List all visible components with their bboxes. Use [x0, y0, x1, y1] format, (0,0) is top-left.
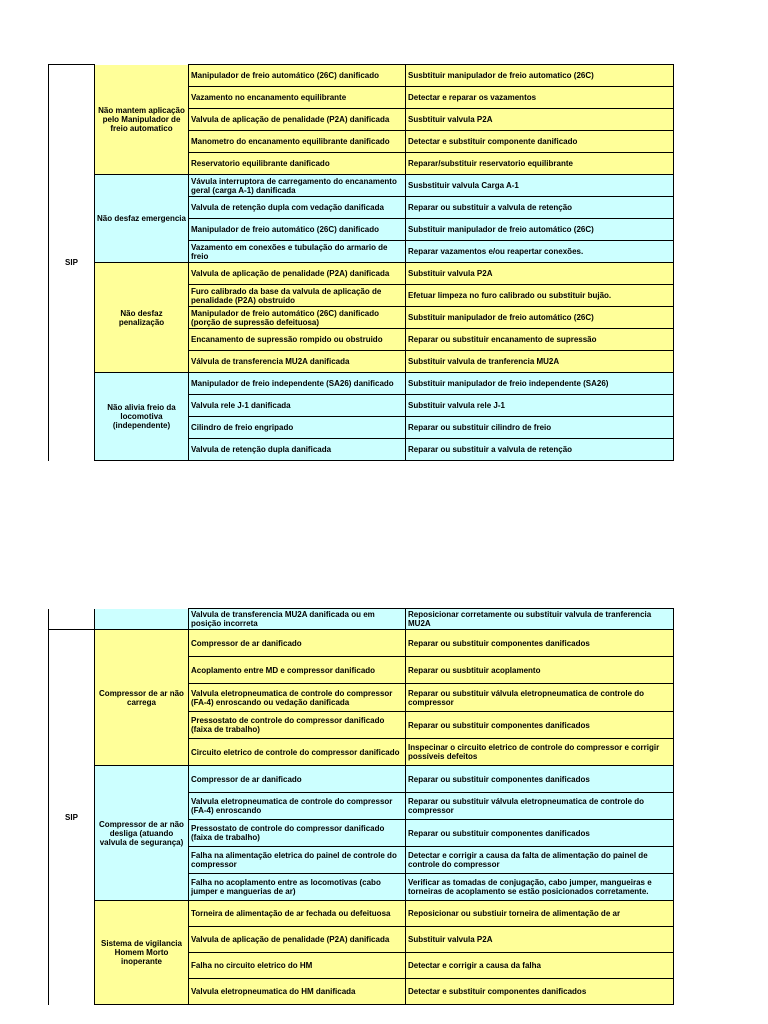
solution-cell: Detectar e substituir componentes danificados — [406, 979, 674, 1005]
solution-cell: Reparar ou substituir componentes danificados — [406, 820, 674, 847]
solution-cell: Reposicionar ou substiuir torneira de alimentação de ar — [406, 901, 674, 927]
cause-cell: Pressostato de controle do compressor danificado (faixa de trabalho) — [189, 820, 406, 847]
group-label: Compressor de ar não carrega — [95, 630, 189, 766]
solution-cell: Susbtituir valvula P2A — [406, 109, 674, 131]
cause-cell: Torneira de alimentação de ar fechada ou defeituosa — [189, 901, 406, 927]
cause-cell: Valvula eletropneumatica de controle do compressor (FA-4) enroscando ou vedação danificada — [189, 684, 406, 712]
solution-cell: Reparar ou substituir componentes danificados — [406, 766, 674, 793]
solution-cell: Verificar as tomadas de conjugação, cabo jumper, mangueiras e torneiras de acoplamento se estão posicionados corretamente. — [406, 874, 674, 901]
cause-cell: Compressor de ar danificado — [189, 630, 406, 657]
solution-cell: Substituir valvula P2A — [406, 263, 674, 285]
solution-cell: Efetuar limpeza no furo calibrado ou substituir bujão. — [406, 285, 674, 307]
cause-cell: Manipulador de freio independente (SA26) danificado — [189, 373, 406, 395]
cause-cell: Compressor de ar danificado — [189, 766, 406, 793]
solution-cell: Substituir valvula de tranferencia MU2A — [406, 351, 674, 373]
cause-cell: Falha no circuito eletrico do HM — [189, 953, 406, 979]
solution-cell: Detectar e reparar os vazamentos — [406, 87, 674, 109]
cause-cell: Pressostato de controle do compressor danificado (faixa de trabalho) — [189, 712, 406, 739]
cause-cell: Falha na alimentação eletrica do painel de controle do compressor — [189, 847, 406, 874]
solution-cell: Detectar e corrigir a causa da falta de alimentação do painel de controle do compressor — [406, 847, 674, 874]
solution-cell: Reparar ou substituir a valvula de retenção — [406, 197, 674, 219]
cause-cell: Valvula rele J-1 danificada — [189, 395, 406, 417]
solution-cell: Detectar e corrigir a causa da falha — [406, 953, 674, 979]
cause-cell: Manipulador de freio automático (26C) danificado — [189, 65, 406, 87]
cause-cell: Valvula de aplicação de penalidade (P2A) danificada — [189, 263, 406, 285]
cause-cell: Reservatorio equilibrante danificado — [189, 153, 406, 175]
table-row — [49, 175, 674, 197]
solution-cell: Reparar ou substituir componentes danificados — [406, 712, 674, 739]
system-label: SIP — [49, 630, 95, 1005]
solution-cell: Susbstituir valvula Carga A-1 — [406, 175, 674, 197]
cause-cell: Manometro do encanamento equilibrante danificado — [189, 131, 406, 153]
cause-cell: Valvula de aplicação de penalidade (P2A) danificada — [189, 109, 406, 131]
cause-cell: Valvula eletropneumatica de controle do compressor (FA-4) enroscando — [189, 793, 406, 820]
troubleshooting-table-1 — [48, 64, 674, 461]
solution-cell: Substituir manipulador de freio automático (26C) — [406, 307, 674, 329]
cause-cell: Vávula interruptora de carregamento do encanamento geral (carga A-1) danificada — [189, 175, 406, 197]
solution-cell: Reparar ou substituir válvula eletropneumatica de controle do compressor — [406, 793, 674, 820]
cause-cell: Falha no acoplamento entre as locomotivas (cabo jumper e manguerias de ar) — [189, 874, 406, 901]
cause-cell: Cilindro de freio engripado — [189, 417, 406, 439]
table-row — [49, 373, 674, 395]
cause-cell: Encanamento de supressão rompido ou obstruido — [189, 329, 406, 351]
group-label: Sistema de vigilancia Homem Morto inoperante — [95, 901, 189, 1005]
troubleshooting-table-2 — [48, 608, 674, 1005]
solution-cell: Reposicionar corretamente ou substituir valvula de tranferencia MU2A — [406, 609, 674, 630]
solution-cell: Substituir manipulador de freio automático (26C) — [406, 219, 674, 241]
group-label: Não alivia freio da locomotiva (independente) — [95, 373, 189, 461]
solution-cell: Reparar ou substituir a valvula de retenção — [406, 439, 674, 461]
cause-cell: Valvula de transferencia MU2A danificada ou em posição incorreta — [189, 609, 406, 630]
cause-cell: Vazamento em conexões e tubulação do armario de freio — [189, 241, 406, 263]
solution-cell: Reparar ou substituir válvula eletropneumatica de controle do compressor — [406, 684, 674, 712]
solution-cell: Detectar e substituir componente danificado — [406, 131, 674, 153]
cause-cell: Acoplamento entre MD e compressor danificado — [189, 657, 406, 684]
system-label: SIP — [49, 65, 95, 461]
table-row — [49, 65, 674, 87]
solution-cell: Reparar ou susbtituir acoplamento — [406, 657, 674, 684]
cause-cell: Circuito eletrico de controle do compressor danificado — [189, 739, 406, 766]
group-label: Não desfaz penalização — [95, 263, 189, 373]
table-row — [49, 630, 674, 657]
solution-cell: Reparar ou substituir encanamento de supressão — [406, 329, 674, 351]
table-row — [49, 766, 674, 793]
solution-cell: Substituir valvula P2A — [406, 927, 674, 953]
cause-cell: Vazamento no encanamento equilibrante — [189, 87, 406, 109]
cause-cell: Manipulador de freio automático (26C) danificado — [189, 219, 406, 241]
table-row — [49, 609, 674, 630]
cause-cell: Valvula de retenção dupla com vedação danificada — [189, 197, 406, 219]
cause-cell: Valvula eletropneumatica do HM danificada — [189, 979, 406, 1005]
group-label: Compressor de ar não desliga (atuando valvula de segurança) — [95, 766, 189, 901]
group-label: Não mantem aplicação pelo Manipulador de freio automatico — [95, 65, 189, 175]
solution-cell: Reparar ou substituir componentes danificados — [406, 630, 674, 657]
solution-cell: Reparar vazamentos e/ou reapertar conexões. — [406, 241, 674, 263]
solution-cell: Substituir valvula rele J-1 — [406, 395, 674, 417]
group-label: Não desfaz emergencia — [95, 175, 189, 263]
solution-cell: Inspecinar o circuito eletrico de controle do compressor e corrigir possíveis defeitos — [406, 739, 674, 766]
cause-cell: Válvula de transferencia MU2A danificada — [189, 351, 406, 373]
cause-cell: Furo calibrado da base da valvula de aplicação de penalidade (P2A) obstruido — [189, 285, 406, 307]
cause-cell: Valvula de retenção dupla danificada — [189, 439, 406, 461]
solution-cell: Reparar ou substituir cilindro de freio — [406, 417, 674, 439]
cause-cell: Valvula de aplicação de penalidade (P2A) danificada — [189, 927, 406, 953]
solution-cell: Susbtituir manipulador de freio automatico (26C) — [406, 65, 674, 87]
table-row — [49, 901, 674, 927]
solution-cell: Reparar/substituir reservatorio equilibrante — [406, 153, 674, 175]
solution-cell: Substituir manipulador de freio independente (SA26) — [406, 373, 674, 395]
table-row — [49, 263, 674, 285]
cause-cell: Manipulador de freio automático (26C) danificado (porção de supressão defeituosa) — [189, 307, 406, 329]
